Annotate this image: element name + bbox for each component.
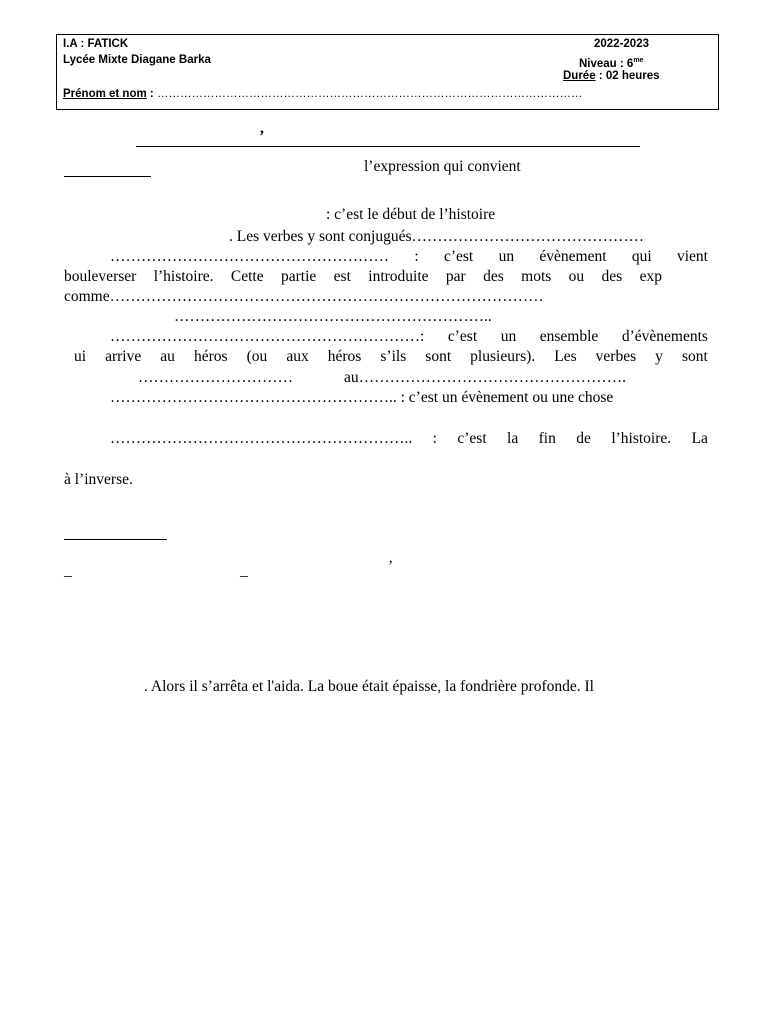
title-underline: [136, 146, 640, 147]
ia-label: I.A : FATICK: [63, 38, 129, 50]
exercise-underline-1: [64, 176, 151, 177]
school-name: Lycée Mixte Diagane Barka: [63, 54, 211, 66]
word: c’est: [447, 328, 478, 345]
line-comme: comme…………………………………………………………………………: [64, 288, 544, 305]
word: ensemble: [539, 328, 599, 345]
line-situation-finale: [110, 430, 708, 448]
word: sont: [425, 348, 452, 365]
level-sup: me: [633, 57, 644, 64]
word: par: [445, 268, 466, 285]
duration-label: Durée: [563, 70, 596, 82]
line-dots: ……………………………………………………..: [174, 308, 492, 325]
word: qui: [631, 248, 652, 265]
word: :: [414, 248, 419, 265]
word: c’est: [443, 248, 474, 265]
level: [579, 54, 643, 71]
line-au: au…………………………………………….: [344, 369, 627, 386]
word: exp: [639, 268, 662, 285]
word: …………………………………………………..: [110, 430, 413, 447]
duration-value: : 02 heures: [595, 70, 660, 82]
exercise-underline-2: [64, 539, 167, 540]
word: un: [500, 328, 517, 345]
line-verbes: . Les verbes y sont conjugués………………………………………: [229, 228, 645, 245]
word: vient: [677, 248, 708, 265]
word: :: [432, 430, 437, 447]
word: évènement: [539, 248, 607, 265]
word: des: [483, 268, 504, 285]
dash-2: _: [240, 562, 248, 579]
word: arrive: [105, 348, 142, 365]
line-tense-dots: …………………………: [138, 369, 293, 386]
word: la: [507, 430, 519, 447]
word: ……………………………………………………:: [110, 328, 425, 345]
line-situation-initiale: : c’est le début de l’histoire: [326, 206, 496, 223]
word: introduite: [368, 268, 429, 285]
word: est: [333, 268, 351, 285]
text-excerpt: . Alors il s’arrêta et l'aida. La boue était épaisse, la fondrière profonde. Il: [144, 678, 594, 695]
word: (ou: [246, 348, 268, 365]
word: ui: [74, 348, 87, 365]
word: des: [601, 268, 623, 285]
word: plusieurs).: [470, 348, 536, 365]
word: Les: [554, 348, 577, 365]
line-heros: [74, 348, 708, 366]
word: de: [576, 430, 591, 447]
word: Cette: [230, 268, 264, 285]
word: l’histoire.: [611, 430, 672, 447]
word: mots: [521, 268, 552, 285]
word: La: [691, 430, 708, 447]
word: y: [655, 348, 663, 365]
line-inverse: à l’inverse.: [64, 471, 133, 488]
name-colon: :: [146, 88, 154, 100]
line-peripeties: [110, 328, 708, 346]
instruction-text: l’expression qui convient: [364, 158, 521, 175]
name-dots: …………………………………………………………………………………………………: [153, 88, 583, 100]
word: d’évènements: [621, 328, 708, 345]
school-year: 2022-2023: [594, 38, 649, 50]
word: bouleverser: [64, 268, 137, 285]
duration: [563, 70, 660, 83]
word: l’histoire.: [153, 268, 214, 285]
word: au: [160, 348, 175, 365]
word: aux: [286, 348, 309, 365]
word: héros: [193, 348, 228, 365]
word: fin: [538, 430, 556, 447]
dash-1: _: [64, 562, 72, 579]
word: partie: [281, 268, 317, 285]
title-comma: ,: [260, 120, 264, 137]
apostrophe: ’: [388, 558, 394, 575]
word: un: [498, 248, 515, 265]
word: ………………………………………………: [110, 248, 389, 265]
word: c’est: [457, 430, 487, 447]
line-element-resolution: ……………………………………………….. : c’est un évènement ou une chose: [110, 389, 614, 406]
line-element-perturbateur: [110, 248, 708, 266]
word: ou: [568, 268, 585, 285]
exam-header-box: [56, 34, 719, 110]
word: verbes: [595, 348, 637, 365]
word: sont: [681, 348, 708, 365]
word: héros: [327, 348, 362, 365]
level-label: Niveau : 6: [579, 57, 634, 70]
name-field: [63, 88, 582, 101]
name-label: Prénom et nom: [63, 88, 147, 100]
word: s’ils: [380, 348, 407, 365]
line-bouleverser: [64, 268, 662, 286]
